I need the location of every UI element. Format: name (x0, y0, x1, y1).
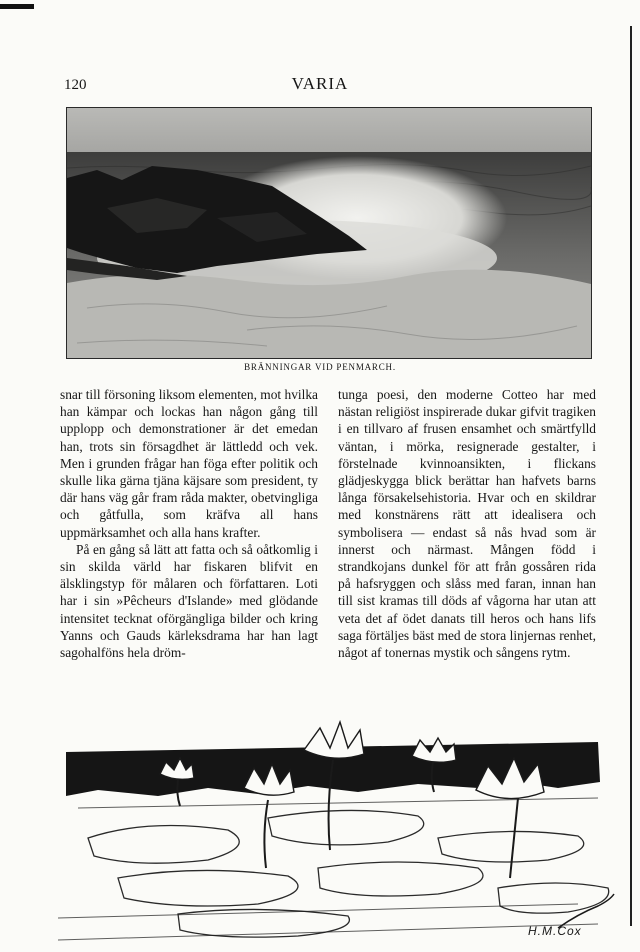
photo-caption: BRÄNNINGAR VID PENMARCH. (244, 362, 396, 372)
water-lily-flower (412, 738, 456, 762)
seascape-photo (66, 107, 592, 359)
text-column-right (338, 386, 596, 661)
artist-signature: H.M.Cox (528, 924, 582, 938)
sky (67, 108, 591, 152)
lily-stem (264, 800, 268, 868)
paragraph: På en gång så lätt att fatta och så oåtkomlig i sin skilda värld har fiskaren blifvit en älsklingstyp för målaren och författaren. Loti har i sin »Pêcheurs d'Islande» med glödande intensitet tecknat oförgängliga bilder och kring Yanns och Gauds kärleksdrama har han lagt sagohalföns hela dröm- (60, 541, 318, 661)
water-lily-illustration (58, 718, 618, 948)
page-number: 120 (64, 77, 87, 93)
page-edge-rule (630, 26, 632, 926)
running-title: VARIA (291, 74, 349, 93)
lily-pad (318, 862, 483, 896)
lily-stem (510, 798, 518, 878)
lily-pad (438, 831, 584, 862)
text-column-left (60, 386, 318, 661)
lily-pad (88, 826, 239, 864)
paragraph: tunga poesi, den moderne Cotteo har med nästan religiöst inspirerade dukar gifvit tragiken i en tillvaro af frusen ensamhet och smärtfylld väntan, i mörka, resignerade gestalter, i förstelnade kvinnoansikten, i flickans glädjeskygga blick berättar han hafvets barns långa försakelsehistoria. Hvar och en skildrar med konstnärens rätt att idealisera och symbolisera — endast så nås hvad som är innerst och närmast. Mången född i strandkojans dunkel för att från gossåren rida på hafsryggen och slåss med faran, innan han till sist kramas till döds af vågorna har utan att veta det af ödet danats till heros och hans lifs saga förtäljes bäst med de stora linjernas renhet, något af tonernas mystik och sångens rytm. (338, 387, 596, 661)
lily-pad (268, 810, 424, 844)
water-lily-flower (304, 722, 364, 758)
paragraph: snar till försoning liksom elementen, mot hvilka han kämpar och lockas han någon gång till upplopp och demonstrationer är det emedan han, trots sin försagdhet är lättledd och vek. Men i grunden frågar han föga efter politik och skulle lika gärna tjäna käjsare som president, ty där hans väg går fram råda makter, obetvingliga och gåtfulla, som kräfva all hans uppmärksamhet och alla hans krafter. (60, 387, 318, 540)
corner-scan-mark (0, 4, 34, 9)
lily-pad (118, 870, 298, 906)
